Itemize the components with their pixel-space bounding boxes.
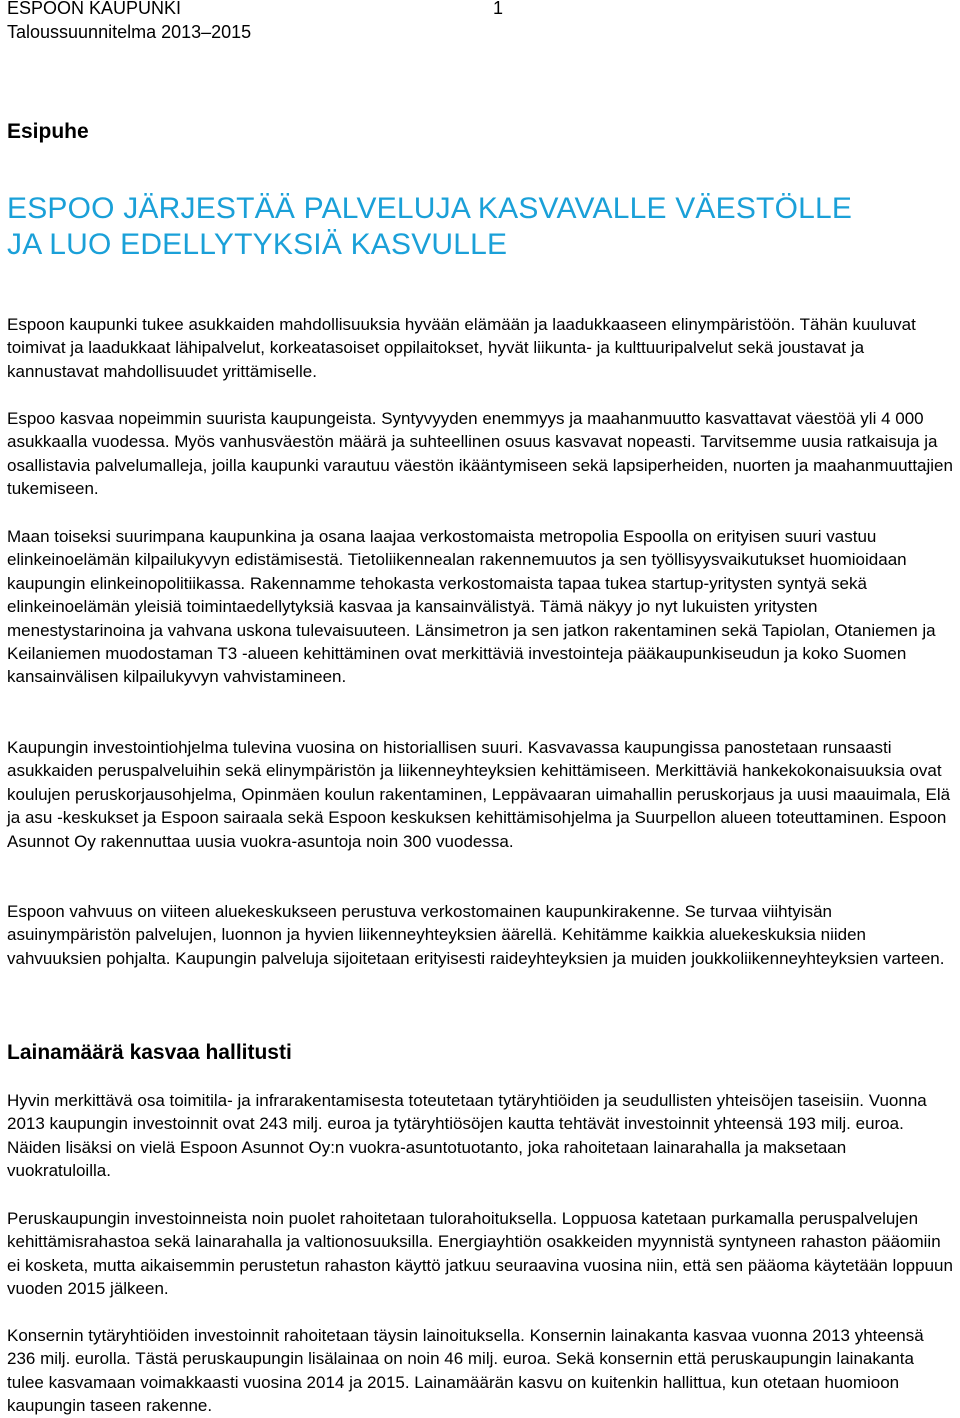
loans-paragraph: Peruskaupungin investoinneista noin puolet rahoitetaan tulorahoituksella. Loppuosa katetaan purkamalla peruspalvelujen kehittämisrahastoa sekä lainarahalla ja valtionosuuksilla. Energiayhtiön osakkeiden myynnistä syntyneen rahaston pääomiin ei kosketa, mutta aikaisemmin perustetun rahaston käyttö jatkuu seuraavina vuosina niin, että sen pääoma käytetään loppuun vuoden 2015 jälkeen. xyxy=(7,1209,953,1299)
preface-paragraph: Kaupungin investointiohjelma tulevina vuosina on historiallisen suuri. Kasvavassa kaupungissa panostetaan runsaasti asukkaiden peruspalveluihin sekä elinympäristön ja liikenneyhteyksien kehittämiseen. Merkittäviä hankekokonaisuuksia ovat koulujen peruskorjausohjelma, Opinmäen koulun rakentaminen, Leppävaaran uimahallin peruskorjaus ja uusi maauimala, Elä ja asu -keskukset ja Espoon sairaala sekä Espoon keskuksen kehittämisohjelma ja Suurpellon alueen toteuttaminen. Espoon Asunnot Oy rakennuttaa uusia vuokra-asuntoja noin 300 vuodessa. xyxy=(7,738,951,851)
headline-line-2: JA LUO EDELLYTYKSIÄ KASVULLE xyxy=(7,228,508,261)
loans-section-title: Lainamäärä kasvaa hallitusti xyxy=(7,1041,292,1064)
document-title: Taloussuunnitelma 2013–2015 xyxy=(7,22,252,42)
headline-line-1: ESPOO JÄRJESTÄÄ PALVELUJA KASVAVALLE VÄESTÖLLE xyxy=(7,192,853,225)
preface-title: Esipuhe xyxy=(7,120,89,143)
document-page xyxy=(7,0,953,1416)
preface-paragraph: Maan toiseksi suurimpana kaupunkina ja osana laajaa verkostomaista metropolia Espoolla on erityisen suuri vastuu elinkeinoelämän kilpailukyvyn edistämisestä. Tietoliikennealan rakennemuutos ja sen työllisyysvaikutukset huomioidaan kaupungin elinkeinopolitiikassa. Rakennamme tehokasta verkostomaista tapaa tukea startup-yritysten syntyä sekä elinkeinoelämän yleisiä toimintaedellytyksiä kasvaa ja kansainvälistyä. Tämä näkyy jo nyt lukuisten yritysten menestystarinoina ja vahvana uskona tulevaisuuteen. Länsimetron ja sen jatkon rakentaminen sekä Tapiolan, Otaniemen ja Keilaniemen muodostaman T3 -alueen kehittäminen ovat merkittäviä investointeja pääkaupunkiseudun ja koko Suomen kansainvälisen kilpailukyvyn vahvistamineen. xyxy=(7,527,936,687)
loans-paragraph: Hyvin merkittävä osa toimitila- ja infrarakentamisesta toteutetaan tytäryhtiöiden ja seudullisten yhteisöjen taseisiin. Vuonna 2013 kaupungin investoinnit ovat 243 milj. euroa ja tytäryhtiösöjen kautta tehtävät investoinnit yhteensä 193 milj. euroa. Näiden lisäksi on vielä Espoon Asunnot Oy:n vuokra-asuntotuotanto, joka rahoitetaan lainarahalla ja maksetaan vuokratuloilla. xyxy=(7,1091,927,1181)
preface-headline xyxy=(7,191,852,263)
organization-name: ESPOON KAUPUNKI xyxy=(7,0,182,18)
preface-paragraph: Espoon vahvuus on viiteen aluekeskukseen perustuva verkostomainen kaupunkirakenne. Se turvaa viihtyisän asuinympäristön palvelujen, luonnon ja hyvien liikenneyhteyksien äärellä. Kehitämme kaikkia aluekeskuksia niiden vahvuuksien pohjalta. Kaupungin palveluja sijoitetaan erityisesti raideyhteyksien ja muiden joukkoliikenneyhteyksien varteen. xyxy=(7,902,945,968)
page-number: 1 xyxy=(493,0,504,18)
preface-paragraph: Espoon kaupunki tukee asukkaiden mahdollisuuksia hyvään elämään ja laadukkaaseen elinympäristöön. Tähän kuuluvat toimivat ja laadukkaat lähipalvelut, korkeatasoiset oppilaitokset, hyvät liikunta- ja kulttuuripalvelut sekä joustavat ja kannustavat mahdollisuudet yrittämiselle. xyxy=(7,315,916,381)
loans-paragraph: Konsernin tytäryhtiöiden investoinnit rahoitetaan täysin lainoituksella. Konsernin lainakanta kasvaa vuonna 2013 yhteensä 236 milj. eurolla. Tästä peruskaupungin lisälainaa on noin 46 milj. euroa. Sekä konsernin että peruskaupungin lainakanta tulee kasvamaan voimakkaasti vuosina 2014 ja 2015. Lainamäärän kasvu on kuitenkin hallittua, kun otetaan huomioon kaupungin taseen rakenne. xyxy=(7,1326,924,1416)
preface-paragraph: Espoo kasvaa nopeimmin suurista kaupungeista. Syntyvyyden enemmyys ja maahanmuutto kasvattavat väestöä yli 4 000 asukkaalla vuodessa. Myös vanhusväestön määrä ja suhteellinen osuus kasvavat nopeasti. Tarvitsemme uusia ratkaisuja ja osallistavia palvelumalleja, joilla kaupunki varautuu väestön ikääntymiseen sekä lapsiperheiden, nuorten ja maahanmuuttajien tukemiseen. xyxy=(7,409,953,499)
page-header xyxy=(7,0,953,46)
